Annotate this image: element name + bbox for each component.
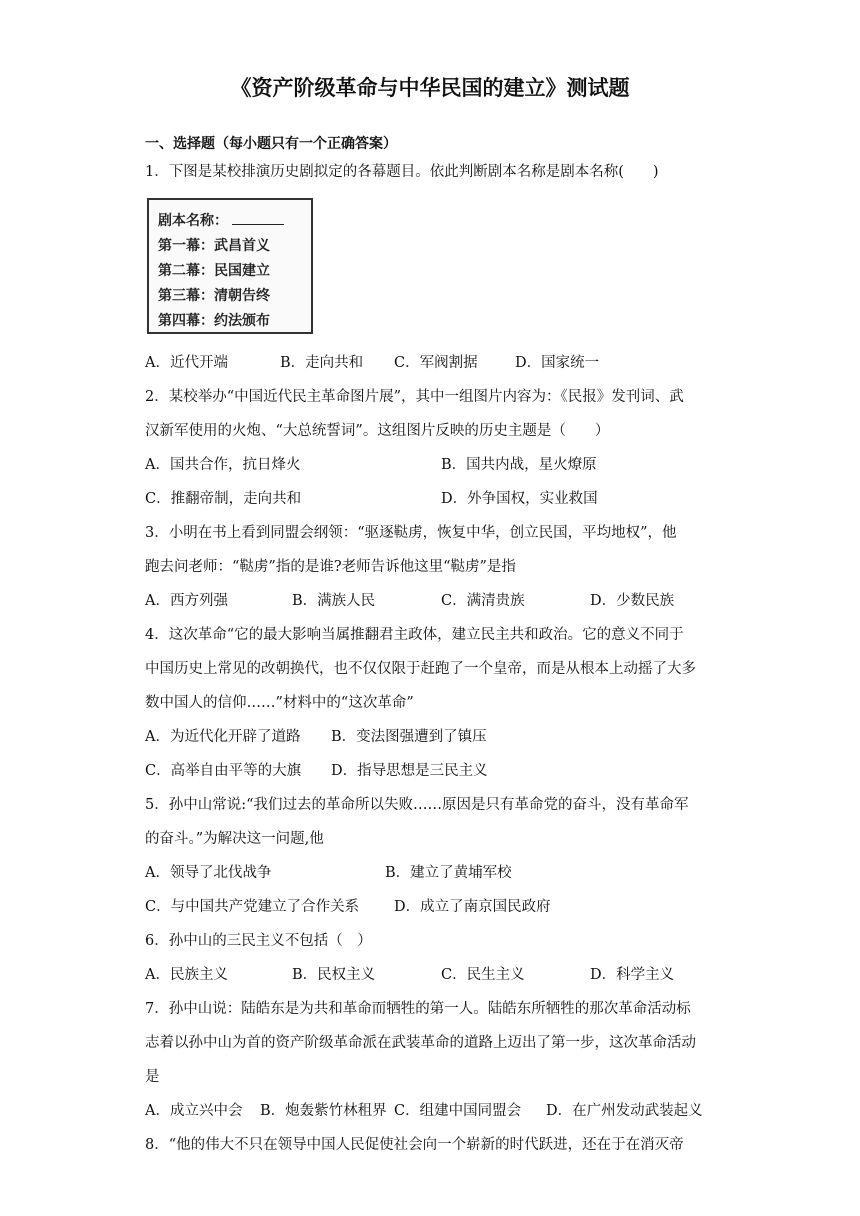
option: A．领导了北伐战争 (145, 865, 272, 881)
option: D．科学主义 (590, 967, 675, 983)
section-heading: 一、选择题（每小题只有一个正确答案） (145, 136, 397, 152)
option: A．国共合作，抗日烽火 (145, 457, 301, 473)
option: C．推翻帝制，走向共和 (145, 491, 302, 507)
option: B．走向共和 (280, 355, 364, 371)
question-4-line: 4．这次革命“它的最大影响当属推翻君主政体，建立民主共和政治。它的意义不同于 (145, 627, 684, 643)
question-5-line: 的奋斗。”为解决这一问题,他 (145, 831, 324, 847)
option: B．国共内战，星火燎原 (441, 457, 597, 473)
question-2-line: 2．某校举办“中国近代民主革命图片展”，其中一组图片内容为：《民报》发刊词、武 (145, 389, 684, 405)
question-3-line: 跑去问老师：“鞑虏”指的是谁?老师告诉他这里“鞑虏”是指 (145, 559, 516, 575)
question-2-line: 汉新军使用的火炮、“大总统誓词”。这组图片反映的历史主题是（ ） (145, 423, 610, 439)
option: C．军阀割据 (394, 355, 478, 371)
option: B．满族人民 (292, 593, 376, 609)
option: A．民族主义 (145, 967, 228, 983)
question-4-line: 数中国人的信仰……”材料中的“这次革命” (145, 695, 414, 711)
option: C．高举自由平等的大旗 (145, 763, 302, 779)
box-row: 剧本名称： (158, 213, 228, 229)
option: D．国家统一 (515, 355, 600, 371)
question-5-line: 5．孙中山常说:“我们过去的革命所以失败……原因是只有革命党的奋斗，没有革命军 (145, 797, 689, 813)
option: A．成立兴中会 (145, 1103, 243, 1119)
option: D．在广州发动武装起义 (546, 1103, 703, 1119)
blank-line (232, 224, 284, 225)
option: C．满清贵族 (441, 593, 525, 609)
question-3-line: 3．小明在书上看到同盟会纲领：“驱逐鞑虏，恢复中华，创立民国，平均地权”，他 (145, 525, 677, 541)
option: A．为近代化开辟了道路 (145, 729, 301, 745)
option: D．少数民族 (590, 593, 675, 609)
option: B．变法图强遭到了镇压 (331, 729, 487, 745)
question-8: 8．“他的伟大不只在领导中国人民促使社会向一个崭新的时代跃进，还在于在消灭帝 (145, 1137, 684, 1153)
question-4-line: 中国历史上常见的改朝换代，也不仅仅限于赶跑了一个皇帝，而是从根本上动摇了大多 (145, 661, 696, 677)
box-row: 第三幕：清朝告终 (158, 288, 270, 304)
question-7-line: 是 (145, 1069, 160, 1085)
option: B．炮轰紫竹林租界 (260, 1103, 387, 1119)
question-6: 6．孙中山的三民主义不包括（ ） (145, 933, 372, 949)
option: B．建立了黄埔军校 (385, 865, 512, 881)
option: C．组建中国同盟会 (394, 1103, 522, 1119)
option: B．民权主义 (292, 967, 376, 983)
option: D．成立了南京国民政府 (394, 899, 551, 915)
option: D．指导思想是三民主义 (331, 763, 488, 779)
option: A．西方列强 (145, 593, 228, 609)
page-title: 《资产阶级革命与中华民国的建立》测试题 (230, 76, 630, 100)
play-titles-figure (147, 198, 313, 334)
question-7-line: 志着以孙中山为首的资产阶级革命派在武装革命的道路上迈出了第一步，这次革命活动 (145, 1035, 696, 1051)
option: C．与中国共产党建立了合作关系 (145, 899, 360, 915)
box-row: 第四幕：约法颁布 (158, 313, 270, 329)
box-row: 第一幕：武昌首义 (158, 238, 270, 254)
box-row: 第二幕：民国建立 (158, 263, 270, 279)
option: A．近代开端 (145, 355, 228, 371)
option: C．民生主义 (441, 967, 525, 983)
question-1: 1．下图是某校排演历史剧拟定的各幕题目。依此判断剧本名称是剧本名称( ) (145, 164, 659, 180)
option: D．外争国权，实业救国 (441, 491, 598, 507)
question-7-line: 7．孙中山说：陆皓东是为共和革命而牺牲的第一人。陆皓东所牺牲的那次革命活动标 (145, 1001, 691, 1017)
